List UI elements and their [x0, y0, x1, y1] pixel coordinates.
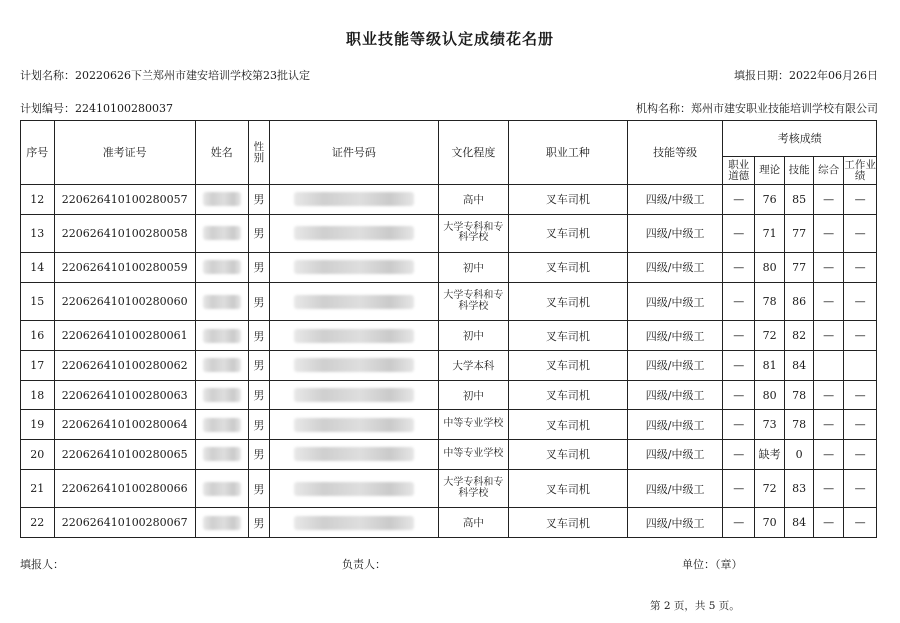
redacted-id-number — [294, 329, 414, 343]
cell-education: 初中 — [438, 380, 508, 410]
cell-name — [195, 214, 248, 252]
cell-performance: — — [844, 214, 877, 252]
redacted-name — [203, 226, 241, 240]
org-label: 机构名称： — [636, 102, 691, 115]
cell-overall: — — [813, 185, 843, 215]
cell-overall — [813, 350, 843, 380]
cell-theory: 81 — [754, 350, 784, 380]
cell-id-no — [270, 253, 439, 283]
cell-name — [195, 282, 248, 320]
redacted-name — [203, 329, 241, 343]
roster-body — [21, 185, 877, 538]
cell-ticket: 220626410100280062 — [54, 350, 195, 380]
cell-name — [195, 253, 248, 283]
cell-overall: — — [813, 508, 843, 538]
table-row — [21, 440, 877, 470]
redacted-name — [203, 418, 241, 432]
cell-ticket: 220626410100280064 — [54, 410, 195, 440]
header-seq: 序号 — [21, 121, 55, 185]
cell-seq: 20 — [21, 440, 55, 470]
redacted-id-number — [294, 226, 414, 240]
header-level: 技能等级 — [627, 121, 723, 185]
cell-id-no — [270, 440, 439, 470]
header-performance: 工作业绩 — [844, 157, 877, 185]
cell-overall: — — [813, 469, 843, 507]
redacted-id-number — [294, 358, 414, 372]
cell-name — [195, 508, 248, 538]
cell-seq: 22 — [21, 508, 55, 538]
cell-ethics: — — [723, 508, 755, 538]
cell-level: 四级/中级工 — [627, 185, 723, 215]
cell-ticket: 220626410100280065 — [54, 440, 195, 470]
cell-id-no — [270, 380, 439, 410]
cell-occupation: 叉车司机 — [508, 253, 627, 283]
cell-seq: 19 — [21, 410, 55, 440]
cell-level: 四级/中级工 — [627, 508, 723, 538]
plan-name-value: 20220626下兰郑州市建安培训学校第23批认定 — [75, 69, 310, 82]
cell-overall: — — [813, 282, 843, 320]
cell-name — [195, 380, 248, 410]
cell-id-no — [270, 508, 439, 538]
cell-occupation: 叉车司机 — [508, 282, 627, 320]
table-row — [21, 380, 877, 410]
cell-education: 初中 — [438, 321, 508, 351]
cell-ethics: — — [723, 253, 755, 283]
cell-ethics: — — [723, 410, 755, 440]
cell-seq: 14 — [21, 253, 55, 283]
cell-level: 四级/中级工 — [627, 350, 723, 380]
redacted-name — [203, 516, 241, 530]
plan-name-line — [20, 67, 310, 83]
cell-id-no — [270, 282, 439, 320]
cell-gender: 男 — [248, 380, 269, 410]
table-row — [21, 469, 877, 507]
redacted-name — [203, 358, 241, 372]
cell-name — [195, 185, 248, 215]
table-row — [21, 321, 877, 351]
cell-ticket: 220626410100280059 — [54, 253, 195, 283]
redacted-name — [203, 388, 241, 402]
cell-theory: 缺考 — [754, 440, 784, 470]
header-scores: 考核成绩 — [723, 121, 877, 157]
page-title: 职业技能等级认定成绩花名册 — [345, 30, 554, 48]
cell-occupation: 叉车司机 — [508, 440, 627, 470]
cell-ethics: — — [723, 214, 755, 252]
cell-occupation: 叉车司机 — [508, 380, 627, 410]
org-value: 郑州市建安职业技能培训学校有限公司 — [691, 102, 878, 115]
score-roster-table — [20, 120, 877, 538]
header-id-no: 证件号码 — [270, 121, 439, 185]
cell-theory: 71 — [754, 214, 784, 252]
cell-gender: 男 — [248, 282, 269, 320]
cell-overall: — — [813, 380, 843, 410]
header-overall: 综合 — [813, 157, 843, 185]
cell-occupation: 叉车司机 — [508, 410, 627, 440]
cell-ticket: 220626410100280058 — [54, 214, 195, 252]
unit-stamp-label: 单位：（章） — [682, 558, 743, 571]
cell-level: 四级/中级工 — [627, 380, 723, 410]
cell-theory: 72 — [754, 321, 784, 351]
cell-name — [195, 350, 248, 380]
table-row — [21, 508, 877, 538]
cell-performance: — — [844, 508, 877, 538]
cell-gender: 男 — [248, 469, 269, 507]
cell-seq: 16 — [21, 321, 55, 351]
cell-level: 四级/中级工 — [627, 469, 723, 507]
redacted-name — [203, 260, 241, 274]
cell-skill: 84 — [785, 508, 813, 538]
cell-ethics: — — [723, 440, 755, 470]
cell-occupation: 叉车司机 — [508, 321, 627, 351]
header-ticket: 准考证号 — [54, 121, 195, 185]
cell-overall: — — [813, 410, 843, 440]
cell-level: 四级/中级工 — [627, 321, 723, 351]
cell-education: 大学专科和专科学校 — [438, 282, 508, 320]
redacted-id-number — [294, 447, 414, 461]
cell-ticket: 220626410100280060 — [54, 282, 195, 320]
cell-skill: 78 — [785, 410, 813, 440]
cell-education: 大学专科和专科学校 — [438, 214, 508, 252]
cell-theory: 72 — [754, 469, 784, 507]
plan-no-line — [20, 100, 173, 116]
table-row — [21, 350, 877, 380]
table-row — [21, 253, 877, 283]
cell-theory: 78 — [754, 282, 784, 320]
plan-no-value: 22410100280037 — [75, 102, 173, 115]
cell-ethics: — — [723, 321, 755, 351]
cell-gender: 男 — [248, 321, 269, 351]
cell-performance: — — [844, 253, 877, 283]
table-row — [21, 282, 877, 320]
cell-gender: 男 — [248, 508, 269, 538]
cell-ticket: 220626410100280063 — [54, 380, 195, 410]
cell-theory: 80 — [754, 253, 784, 283]
cell-education: 大学本科 — [438, 350, 508, 380]
cell-performance: — — [844, 282, 877, 320]
cell-seq: 18 — [21, 380, 55, 410]
cell-ethics: — — [723, 469, 755, 507]
cell-gender: 男 — [248, 350, 269, 380]
filler-label: 填报人： — [20, 558, 64, 571]
redacted-name — [203, 447, 241, 461]
report-date-value: 2022年06月26日 — [789, 69, 878, 82]
cell-ethics: — — [723, 185, 755, 215]
cell-occupation: 叉车司机 — [508, 469, 627, 507]
header-theory: 理论 — [754, 157, 784, 185]
header-education: 文化程度 — [438, 121, 508, 185]
cell-education: 高中 — [438, 185, 508, 215]
cell-skill: 78 — [785, 380, 813, 410]
cell-overall: — — [813, 214, 843, 252]
table-row — [21, 410, 877, 440]
cell-name — [195, 321, 248, 351]
cell-overall: — — [813, 321, 843, 351]
cell-performance: — — [844, 185, 877, 215]
redacted-id-number — [294, 388, 414, 402]
cell-performance: — — [844, 410, 877, 440]
redacted-name — [203, 192, 241, 206]
cell-education: 高中 — [438, 508, 508, 538]
cell-ethics: — — [723, 350, 755, 380]
header-ethics: 职业道德 — [723, 157, 755, 185]
cell-id-no — [270, 469, 439, 507]
cell-occupation: 叉车司机 — [508, 214, 627, 252]
cell-skill: 84 — [785, 350, 813, 380]
redacted-name — [203, 482, 241, 496]
cell-education: 中等专业学校 — [438, 440, 508, 470]
cell-occupation: 叉车司机 — [508, 508, 627, 538]
org-line — [636, 100, 878, 116]
cell-education: 中等专业学校 — [438, 410, 508, 440]
cell-name — [195, 410, 248, 440]
cell-overall: — — [813, 440, 843, 470]
cell-id-no — [270, 350, 439, 380]
redacted-id-number — [294, 482, 414, 496]
responsible-label: 负责人： — [342, 558, 386, 571]
cell-id-no — [270, 410, 439, 440]
cell-gender: 男 — [248, 214, 269, 252]
redacted-name — [203, 295, 241, 309]
cell-level: 四级/中级工 — [627, 440, 723, 470]
cell-performance: — — [844, 380, 877, 410]
table-row — [21, 214, 877, 252]
cell-skill: 83 — [785, 469, 813, 507]
report-date-label: 填报日期： — [734, 69, 789, 82]
cell-gender: 男 — [248, 185, 269, 215]
cell-performance: — — [844, 321, 877, 351]
cell-performance: — — [844, 469, 877, 507]
cell-seq: 15 — [21, 282, 55, 320]
redacted-id-number — [294, 418, 414, 432]
cell-performance: — — [844, 440, 877, 470]
plan-no-label: 计划编号： — [20, 102, 75, 115]
cell-education: 大学专科和专科学校 — [438, 469, 508, 507]
header-name: 姓名 — [195, 121, 248, 185]
redacted-id-number — [294, 516, 414, 530]
header-skill: 技能 — [785, 157, 813, 185]
cell-skill: 82 — [785, 321, 813, 351]
cell-ticket: 220626410100280061 — [54, 321, 195, 351]
cell-level: 四级/中级工 — [627, 253, 723, 283]
cell-performance — [844, 350, 877, 380]
cell-seq: 21 — [21, 469, 55, 507]
cell-ethics: — — [723, 380, 755, 410]
cell-theory: 70 — [754, 508, 784, 538]
cell-theory: 76 — [754, 185, 784, 215]
cell-seq: 17 — [21, 350, 55, 380]
cell-gender: 男 — [248, 253, 269, 283]
cell-skill: 77 — [785, 253, 813, 283]
cell-theory: 73 — [754, 410, 784, 440]
cell-level: 四级/中级工 — [627, 410, 723, 440]
cell-ticket: 220626410100280067 — [54, 508, 195, 538]
cell-overall: — — [813, 253, 843, 283]
plan-name-label: 计划名称： — [20, 69, 75, 82]
cell-ticket: 220626410100280066 — [54, 469, 195, 507]
redacted-id-number — [294, 192, 414, 206]
cell-seq: 12 — [21, 185, 55, 215]
cell-occupation: 叉车司机 — [508, 350, 627, 380]
cell-education: 初中 — [438, 253, 508, 283]
cell-skill: 85 — [785, 185, 813, 215]
cell-skill: 77 — [785, 214, 813, 252]
redacted-id-number — [294, 295, 414, 309]
cell-id-no — [270, 321, 439, 351]
page-info: 第 2 页，共 5 页。 — [650, 600, 740, 612]
cell-level: 四级/中级工 — [627, 214, 723, 252]
cell-seq: 13 — [21, 214, 55, 252]
cell-name — [195, 469, 248, 507]
cell-name — [195, 440, 248, 470]
cell-theory: 80 — [754, 380, 784, 410]
cell-ticket: 220626410100280057 — [54, 185, 195, 215]
cell-skill: 0 — [785, 440, 813, 470]
cell-gender: 男 — [248, 410, 269, 440]
report-date-line — [734, 67, 878, 83]
cell-id-no — [270, 214, 439, 252]
cell-skill: 86 — [785, 282, 813, 320]
header-gender: 性别 — [248, 121, 269, 185]
cell-level: 四级/中级工 — [627, 282, 723, 320]
redacted-id-number — [294, 260, 414, 274]
cell-ethics: — — [723, 282, 755, 320]
header-occupation: 职业工种 — [508, 121, 627, 185]
cell-gender: 男 — [248, 440, 269, 470]
cell-occupation: 叉车司机 — [508, 185, 627, 215]
cell-id-no — [270, 185, 439, 215]
table-row — [21, 185, 877, 215]
